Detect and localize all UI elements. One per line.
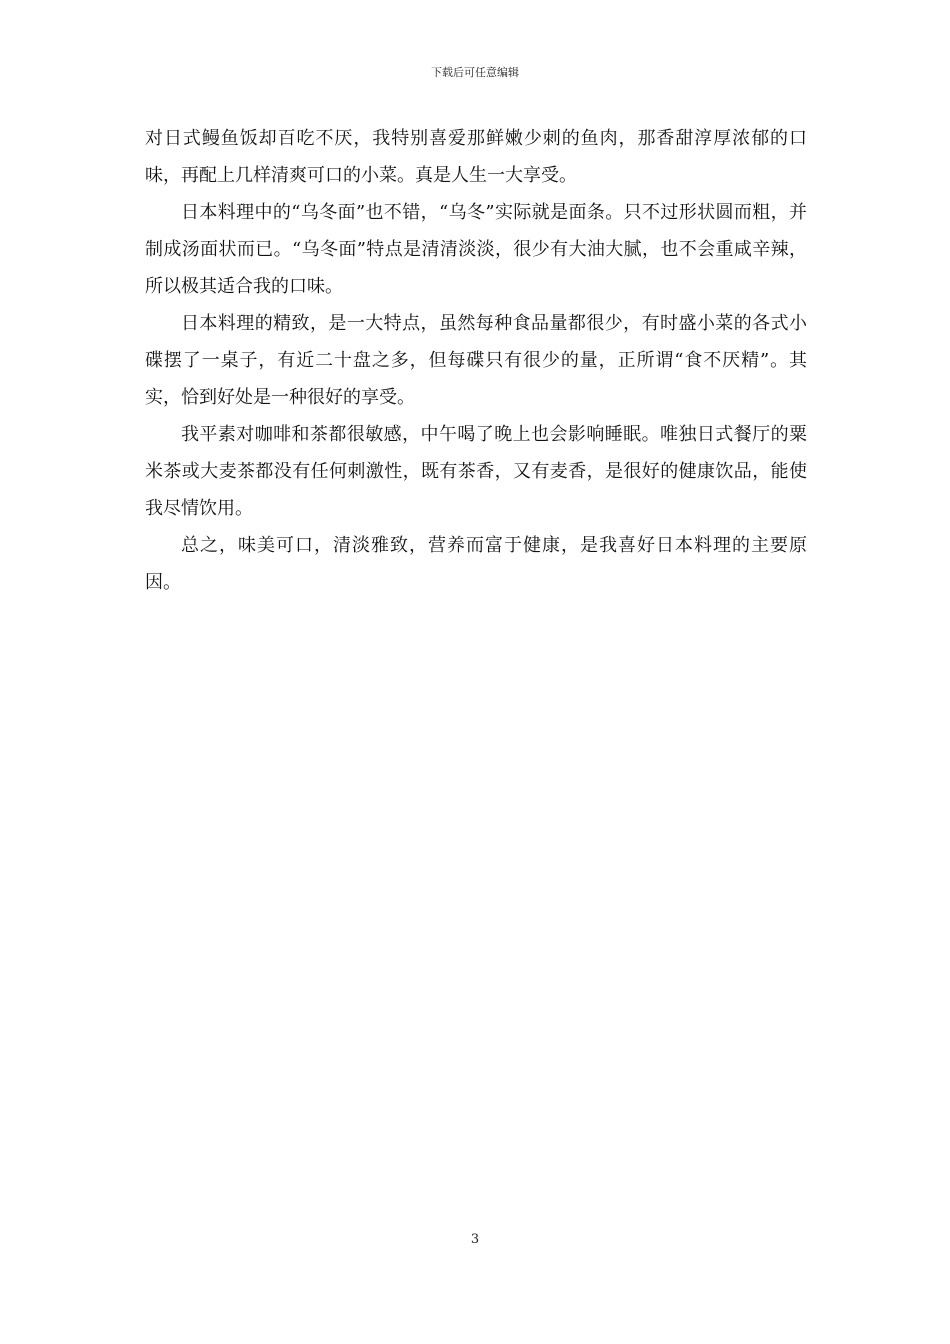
paragraph: 我平素对咖啡和茶都很敏感，中午喝了晚上也会影响睡眠。唯独日式餐厅的粟米茶或大麦茶都没有任何刺激性，既有茶香，又有麦香，是很好的健康饮品，能使我尽情饮用。 xyxy=(145,424,807,519)
paragraph: 日本料理的精致，是一大特点，虽然每种食品量都很少，有时盛小菜的各式小碟摆了一桌子，有近二十盘之多，但每碟只有很少的量，正所谓“食不厌精”。其实，恰到好处是一种很好的享受。 xyxy=(145,313,807,408)
document-body xyxy=(145,120,807,601)
page-number: 3 xyxy=(470,1232,480,1247)
paragraph-continued: 对日式鳗鱼饭却百吃不厌，我特别喜爱那鲜嫩少刺的鱼肉，那香甜淳厚浓郁的口味，再配上几样清爽可口的小菜。真是人生一大享受。 xyxy=(145,128,807,186)
paragraph: 总之，味美可口，清淡雅致，营养而富于健康，是我喜好日本料理的主要原因。 xyxy=(145,535,807,593)
paragraph: 日本料理中的“乌冬面”也不错，“乌冬”实际就是面条。只不过形状圆而粗，并制成汤面状而已。“乌冬面”特点是清清淡淡，很少有大油大腻，也不会重咸辛辣，所以极其适合我的口味。 xyxy=(145,202,807,297)
page-header: 下载后可任意编辑 xyxy=(431,66,519,79)
